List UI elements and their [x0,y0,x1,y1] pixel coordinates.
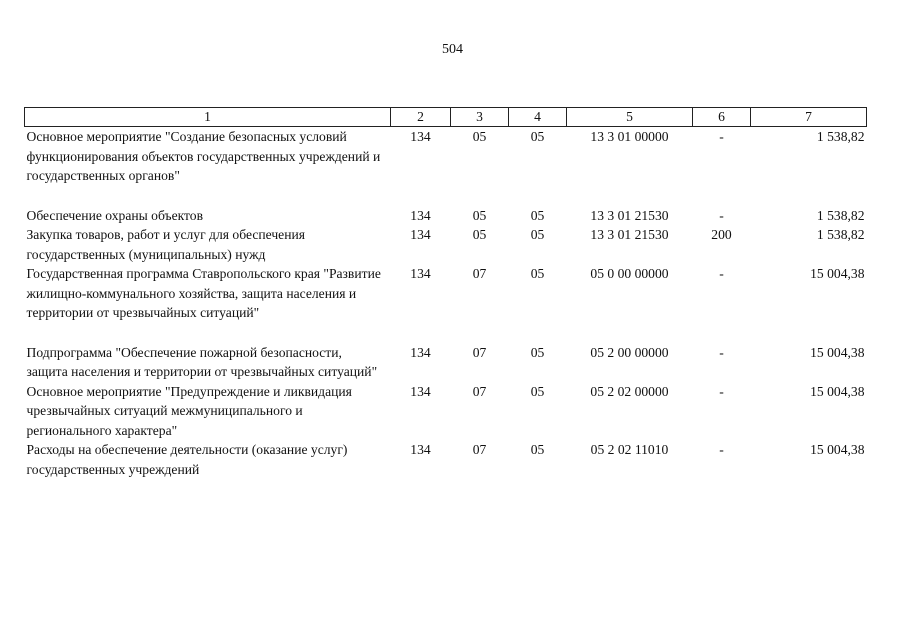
header-col-5: 5 [567,108,693,127]
table-row [25,343,867,382]
row-amount: 15 004,38 [810,266,865,281]
row-amount: 15 004,38 [810,442,865,457]
row-target-article: 05 2 02 00000 [590,383,669,399]
row-target-article: 05 2 00 00000 [590,344,669,360]
row-section: 05 [472,207,487,223]
row-section: 07 [472,344,487,360]
row-subsection: 05 [530,383,545,399]
row-target-article: 13 3 01 21530 [590,207,669,223]
table-row [25,382,867,441]
row-target-article: 05 2 02 11010 [590,442,669,457]
row-ministry-code: 134 [410,227,431,242]
row-section: 07 [472,383,487,399]
header-col-2: 2 [391,108,451,127]
row-name: Подпрограмма "Обеспечение пожарной безопасности, защита населения и территории от чрезвычайных ситуаций" [26,344,378,379]
row-ministry-code: 134 [410,266,431,281]
row-subsection: 05 [530,227,545,242]
row-ministry-code: 134 [410,383,431,399]
row-name: Обеспечение охраны объектов [26,207,204,223]
row-subsection: 05 [530,266,545,281]
table-row [25,127,867,206]
row-amount: 15 004,38 [810,344,865,360]
row-expense-type: - [719,207,724,223]
row-expense-type: - [719,442,724,457]
row-ministry-code: 134 [410,129,431,144]
row-target-article: 05 0 00 00000 [590,266,669,281]
row-section: 07 [472,266,487,281]
budget-table [24,107,867,479]
row-name: Расходы на обеспечение деятельности (оказание услуг) государственных учреждений [26,442,348,477]
table-row [25,264,867,343]
row-name: Основное мероприятие "Предупреждение и ликвидация чрезвычайных ситуаций межмуниципального и регионального характера" [26,383,352,438]
row-target-article: 13 3 01 21530 [590,227,669,242]
row-name: Закупка товаров, работ и услуг для обеспечения государственных (муниципальных) нужд [26,227,305,262]
row-expense-type: - [719,129,724,144]
table-row [25,206,867,226]
header-col-1: 1 [25,108,391,127]
row-subsection: 05 [530,442,545,457]
header-col-7: 7 [751,108,867,127]
row-subsection: 05 [530,129,545,144]
row-ministry-code: 134 [410,442,431,457]
table-row [25,225,867,264]
row-expense-type: - [719,266,724,281]
row-expense-type: 200 [711,227,732,242]
table-row [25,440,867,479]
row-section: 05 [472,227,487,242]
row-ministry-code: 134 [410,207,431,223]
row-amount: 15 004,38 [810,383,865,399]
row-amount: 1 538,82 [816,227,865,242]
header-col-4: 4 [509,108,567,127]
header-row [25,108,867,127]
row-subsection: 05 [530,344,545,360]
row-name: Основное мероприятие "Создание безопасных условий функционирования объектов государственных учреждений и государственных органов" [26,129,381,183]
row-section: 05 [472,129,487,144]
row-name: Государственная программа Ставропольского края "Развитие жилищно-коммунального хозяйства, защита населения и территории от чрезвычайных ситуаций" [26,266,381,320]
header-col-3: 3 [451,108,509,127]
row-expense-type: - [719,383,724,399]
row-amount: 1 538,82 [816,129,865,144]
row-amount: 1 538,82 [816,207,865,223]
row-section: 07 [472,442,487,457]
row-ministry-code: 134 [410,344,431,360]
row-expense-type: - [719,344,724,360]
row-target-article: 13 3 01 00000 [590,129,669,144]
header-col-6: 6 [693,108,751,127]
row-subsection: 05 [530,207,545,223]
page-number: 504 [442,42,463,57]
